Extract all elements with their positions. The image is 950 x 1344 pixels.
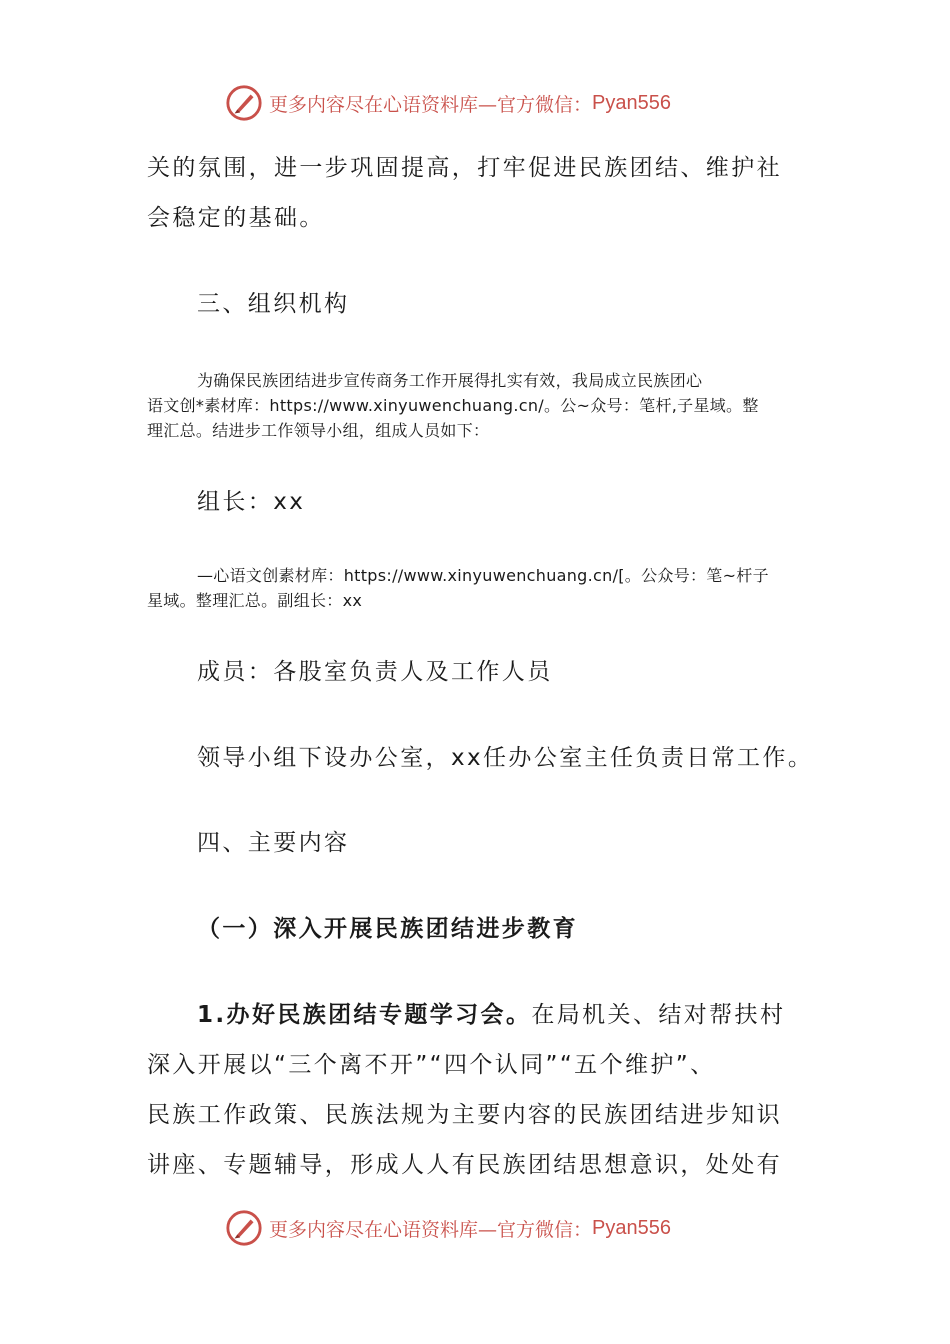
item-1-line xyxy=(197,1004,857,1027)
small-text-line: 为确保民族团结进步宣传商务工作开展得扎实有效，我局成立民族团心 xyxy=(197,371,703,390)
small-text-line: 语文创*素材库：https://www.xinyuwenchuang.cn/。公~众号：笔杆,子星域。整 xyxy=(147,396,759,415)
quill-pen-logo-icon xyxy=(225,84,263,122)
item-1-title: 1.办好民族团结专题学习会。 xyxy=(197,1002,532,1028)
members-line: 成员：各股室负责人及工作人员 xyxy=(197,659,553,685)
paragraph-line: 关的氛围，进一步巩固提高，打牢促进民族团结、维护社 xyxy=(147,155,782,181)
quill-pen-logo-icon xyxy=(225,1209,263,1247)
banner-text: 更多内容尽在心语资料库—官方微信： xyxy=(269,93,593,116)
paragraph-line: 讲座、专题辅导，形成人人有民族团结思想意识，处处有 xyxy=(147,1152,782,1178)
subsection-heading: （一）深入开展民族团结进步教育 xyxy=(197,916,578,942)
paragraph-line: 深入开展以“三个离不开”“四个认同”“五个维护”、 xyxy=(147,1052,716,1078)
paragraph-line: 民族工作政策、民族法规为主要内容的民族团结进步知识 xyxy=(147,1102,782,1128)
office-line: 领导小组下设办公室，xx任办公室主任负责日常工作。 xyxy=(197,745,814,771)
paragraph-line: 会稳定的基础。 xyxy=(147,205,325,231)
header-watermark-banner xyxy=(225,81,745,125)
banner-text: 更多内容尽在心语资料库—官方微信： xyxy=(269,1218,593,1241)
section-heading-4: 四、主要内容 xyxy=(197,830,350,856)
banner-wechat-id: Pyan556 xyxy=(592,91,671,114)
footer-watermark-banner xyxy=(225,1206,745,1250)
small-text-line: —心语文创素材库：https://www.xinyuwenchuang.cn/[。公众号：笔~杆子 xyxy=(197,566,769,585)
section-heading-3: 三、组织机构 xyxy=(197,291,350,317)
banner-wechat-id: Pyan556 xyxy=(592,1216,671,1239)
leader-line: 组长：xx xyxy=(197,489,306,515)
small-text-line: 星域。整理汇总。副组长：xx xyxy=(147,591,363,610)
item-1-text: 在局机关、结对帮扶村 xyxy=(531,1002,786,1028)
small-text-line: 理汇总。结进步工作领导小组，组成人员如下： xyxy=(147,421,490,440)
